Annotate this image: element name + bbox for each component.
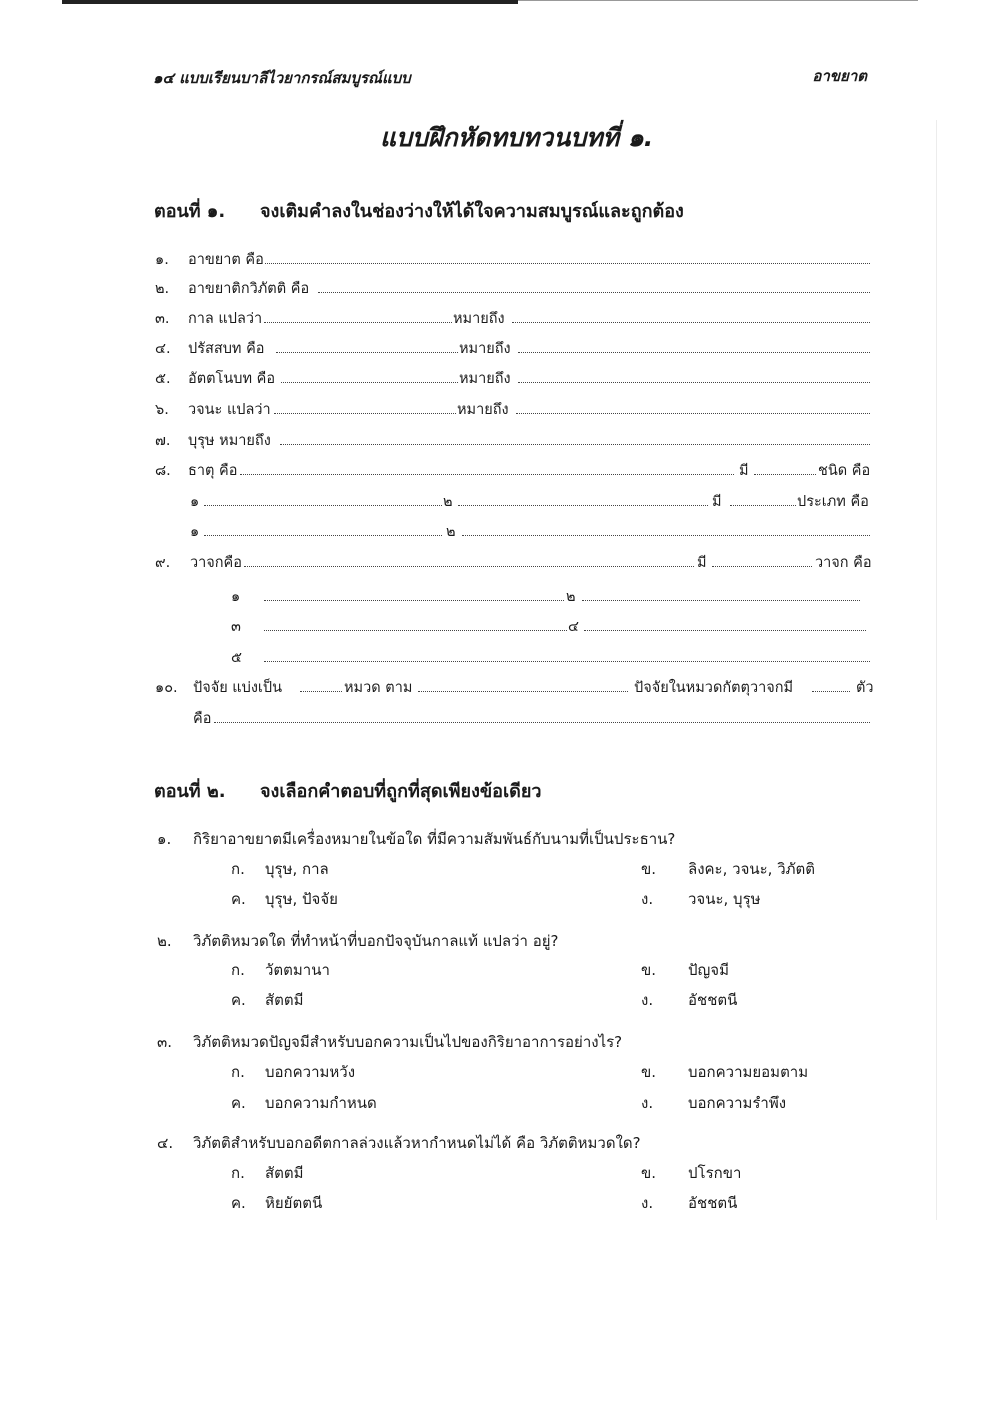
fill-item-10 (0, 676, 1000, 700)
option-key[interactable]: ข. (641, 1063, 657, 1081)
item-text: ปรัสสบท คือ (188, 341, 265, 357)
fill-item-3 (0, 307, 1000, 331)
option-key[interactable]: ก. (231, 961, 245, 979)
item-text: ธาตุ คือ (188, 463, 238, 479)
option-key[interactable]: ง. (641, 1194, 654, 1212)
option-text[interactable]: วจนะ, บุรุษ (688, 890, 761, 908)
answer-blank[interactable] (518, 382, 870, 383)
item-text: บุรุษ หมายถึง (188, 433, 271, 449)
item-end-text: ประเภท คือ (797, 494, 869, 510)
option-text[interactable]: อัชชตนี (688, 1194, 738, 1212)
sub-number: ๑ (190, 524, 200, 540)
answer-blank[interactable] (204, 535, 442, 536)
answer-blank[interactable] (300, 691, 342, 692)
fill-item-7 (0, 429, 1000, 453)
option-text[interactable]: บอกความยอมตาม (688, 1063, 809, 1081)
item-text: คือ (193, 711, 212, 727)
option-text[interactable]: สัตตมี (265, 991, 304, 1009)
part2-label: ตอนที่ ๒. (154, 781, 226, 802)
scan-edge-line (62, 0, 518, 4)
answer-blank[interactable] (274, 413, 456, 414)
answer-blank[interactable] (584, 630, 866, 631)
item-mid-text: มี (697, 555, 707, 571)
answer-blank[interactable] (812, 691, 850, 692)
item-mid-text: หมายถึง (459, 341, 511, 357)
option-text[interactable]: บอกความรำพึง (688, 1094, 787, 1112)
question-text: กิริยาอาขยาตมีเครื่องหมายในข้อใด ที่มีความสัมพันธ์กับนามที่เป็นประธาน? (193, 830, 676, 848)
page-title: แบบฝึกหัดทบทวนบทที่ ๑. (380, 123, 654, 152)
question-number: ๑. (157, 830, 172, 848)
item-text: วจนะ แปลว่า (188, 402, 271, 418)
item-mid-text: หมวด ตาม (344, 680, 413, 696)
answer-blank[interactable] (712, 566, 812, 567)
option-key[interactable]: ข. (641, 860, 657, 878)
option-key[interactable]: ข. (641, 1164, 657, 1182)
answer-blank[interactable] (240, 474, 734, 475)
answer-blank[interactable] (418, 691, 628, 692)
fill-item-6 (0, 398, 1000, 422)
answer-blank[interactable] (280, 444, 870, 445)
option-text[interactable]: สัตตมี (265, 1164, 304, 1182)
item-end-text: ชนิด คือ (818, 463, 871, 479)
answer-blank[interactable] (276, 352, 458, 353)
fill-item-4 (0, 337, 1000, 361)
answer-blank[interactable] (264, 630, 567, 631)
item-mid-text: หมายถึง (459, 371, 511, 387)
answer-blank[interactable] (204, 505, 442, 506)
item-number: ๘. (155, 463, 171, 479)
item-number: ๑. (155, 252, 169, 268)
answer-blank[interactable] (264, 322, 452, 323)
item-text: อาขยาติกวิภัตติ คือ (188, 281, 310, 297)
item-text: อาขยาต คือ (188, 252, 264, 268)
sub-number: ๑ (231, 589, 241, 605)
sub-number: ๓ (231, 619, 241, 635)
option-key[interactable]: ก. (231, 1063, 245, 1081)
fill-item-8-sub2 (0, 520, 1000, 544)
item-number: ๗. (155, 433, 171, 449)
option-key[interactable]: ก. (231, 1164, 245, 1182)
sub-number: ๔ (568, 619, 579, 635)
option-key[interactable]: ค. (231, 1194, 246, 1212)
option-text[interactable]: วัตตมานา (265, 961, 330, 979)
item-number: ๑๐. (155, 680, 178, 696)
option-key[interactable]: ค. (231, 890, 246, 908)
running-header-left: ๑๔ แบบเรียนบาลีไวยากรณ์สมบูรณ์แบบ (153, 69, 411, 87)
fill-item-9-sub1 (0, 585, 1000, 609)
fill-item-2 (0, 277, 1000, 301)
item-text: วาจกคือ (190, 555, 242, 571)
running-header-right: อาขยาต (812, 67, 867, 85)
sub-number: ๒ (446, 524, 456, 540)
option-key[interactable]: ง. (641, 890, 654, 908)
question-number: ๔. (157, 1134, 174, 1152)
option-key[interactable]: ค. (231, 1094, 246, 1112)
item-mid-text: มี (739, 463, 749, 479)
option-key[interactable]: ค. (231, 991, 246, 1009)
item-end-text: ตัว (856, 680, 874, 696)
answer-blank[interactable] (264, 600, 564, 601)
item-mid-text: มี (712, 494, 722, 510)
question-text: วิภัตติสำหรับบอกอดีตกาลล่วงแล้วหากำหนดไม่ได้ คือ วิภัตติหมวดใด? (193, 1134, 641, 1152)
option-text[interactable]: หิยยัตตนี (265, 1194, 323, 1212)
answer-blank[interactable] (265, 263, 870, 264)
option-text[interactable]: อัชชตนี (688, 991, 738, 1009)
scan-edge-line-thin (518, 0, 918, 1)
option-key[interactable]: ง. (641, 991, 654, 1009)
question-text: วิภัตติหมวดปัญจมีสำหรับบอกความเป็นไปของกิริยาอาการอย่างไร? (193, 1033, 623, 1051)
fill-item-9 (0, 551, 1000, 575)
item-text: กาล แปลว่า (188, 311, 263, 327)
answer-blank[interactable] (214, 722, 870, 723)
option-key[interactable]: ก. (231, 860, 245, 878)
answer-blank[interactable] (512, 322, 870, 323)
part2-instruction: จงเลือกคำตอบที่ถูกที่สุดเพียงข้อเดียว (260, 781, 542, 802)
fill-item-5 (0, 367, 1000, 391)
answer-blank[interactable] (281, 382, 458, 383)
option-key[interactable]: ข. (641, 961, 657, 979)
answer-blank[interactable] (518, 352, 870, 353)
fill-item-8-sub1 (0, 490, 1000, 514)
option-text[interactable]: บอกความหวัง (265, 1063, 356, 1081)
part1-instruction: จงเติมคำลงในช่องว่างให้ได้ใจความสมบูรณ์และถูกต้อง (260, 201, 684, 222)
answer-blank[interactable] (244, 566, 694, 567)
option-text[interactable]: บอกความกำหนด (265, 1094, 377, 1112)
answer-blank[interactable] (516, 413, 870, 414)
item-mid-text: หมายถึง (453, 311, 505, 327)
sub-number: ๕ (231, 650, 242, 666)
sub-number: ๒ (443, 494, 453, 510)
part1-label: ตอนที่ ๑. (154, 201, 226, 222)
item-mid-text: หมายถึง (457, 402, 509, 418)
sub-number: ๒ (566, 589, 576, 605)
answer-blank[interactable] (462, 535, 870, 536)
fill-item-8 (0, 459, 1000, 483)
answer-blank[interactable] (754, 474, 816, 475)
item-number: ๔. (155, 341, 171, 357)
item-number: ๕. (155, 371, 171, 387)
answer-blank[interactable] (264, 661, 870, 662)
option-text[interactable]: บุรุษ, กาล (265, 860, 329, 878)
option-text[interactable]: ลิงคะ, วจนะ, วิภัตติ (688, 860, 815, 878)
answer-blank[interactable] (458, 505, 708, 506)
item-text: อัตตโนบท คือ (188, 371, 276, 387)
sub-number: ๑ (190, 494, 200, 510)
answer-blank[interactable] (582, 600, 860, 601)
option-text[interactable]: ปัญจมี (688, 961, 729, 979)
fill-item-9-sub3 (0, 646, 1000, 670)
question-text: วิภัตติหมวดใด ที่ทำหน้าที่บอกปัจจุบันกาลแท้ แปลว่า อยู่? (193, 932, 559, 950)
question-number: ๓. (157, 1033, 173, 1051)
part2-heading (154, 776, 541, 805)
option-text[interactable]: ปโรกขา (688, 1164, 742, 1182)
answer-blank[interactable] (318, 292, 870, 293)
item-mid-text-2: ปัจจัยในหมวดกัตตุวาจกมี (634, 680, 794, 696)
option-text[interactable]: บุรุษ, ปัจจัย (265, 890, 338, 908)
option-key[interactable]: ง. (641, 1094, 654, 1112)
question-number: ๒. (157, 932, 172, 950)
part1-heading (154, 196, 684, 225)
fill-item-10-cont (0, 707, 1000, 731)
fill-item-1 (0, 248, 1000, 272)
item-end-text: วาจก คือ (815, 555, 872, 571)
item-number: ๒. (155, 281, 170, 297)
item-number: ๓. (155, 311, 170, 327)
fill-item-9-sub2 (0, 615, 1000, 639)
item-number: ๙. (155, 555, 171, 571)
answer-blank[interactable] (730, 505, 796, 506)
item-text: ปัจจัย แบ่งเป็น (193, 680, 283, 696)
item-number: ๖. (155, 402, 169, 418)
